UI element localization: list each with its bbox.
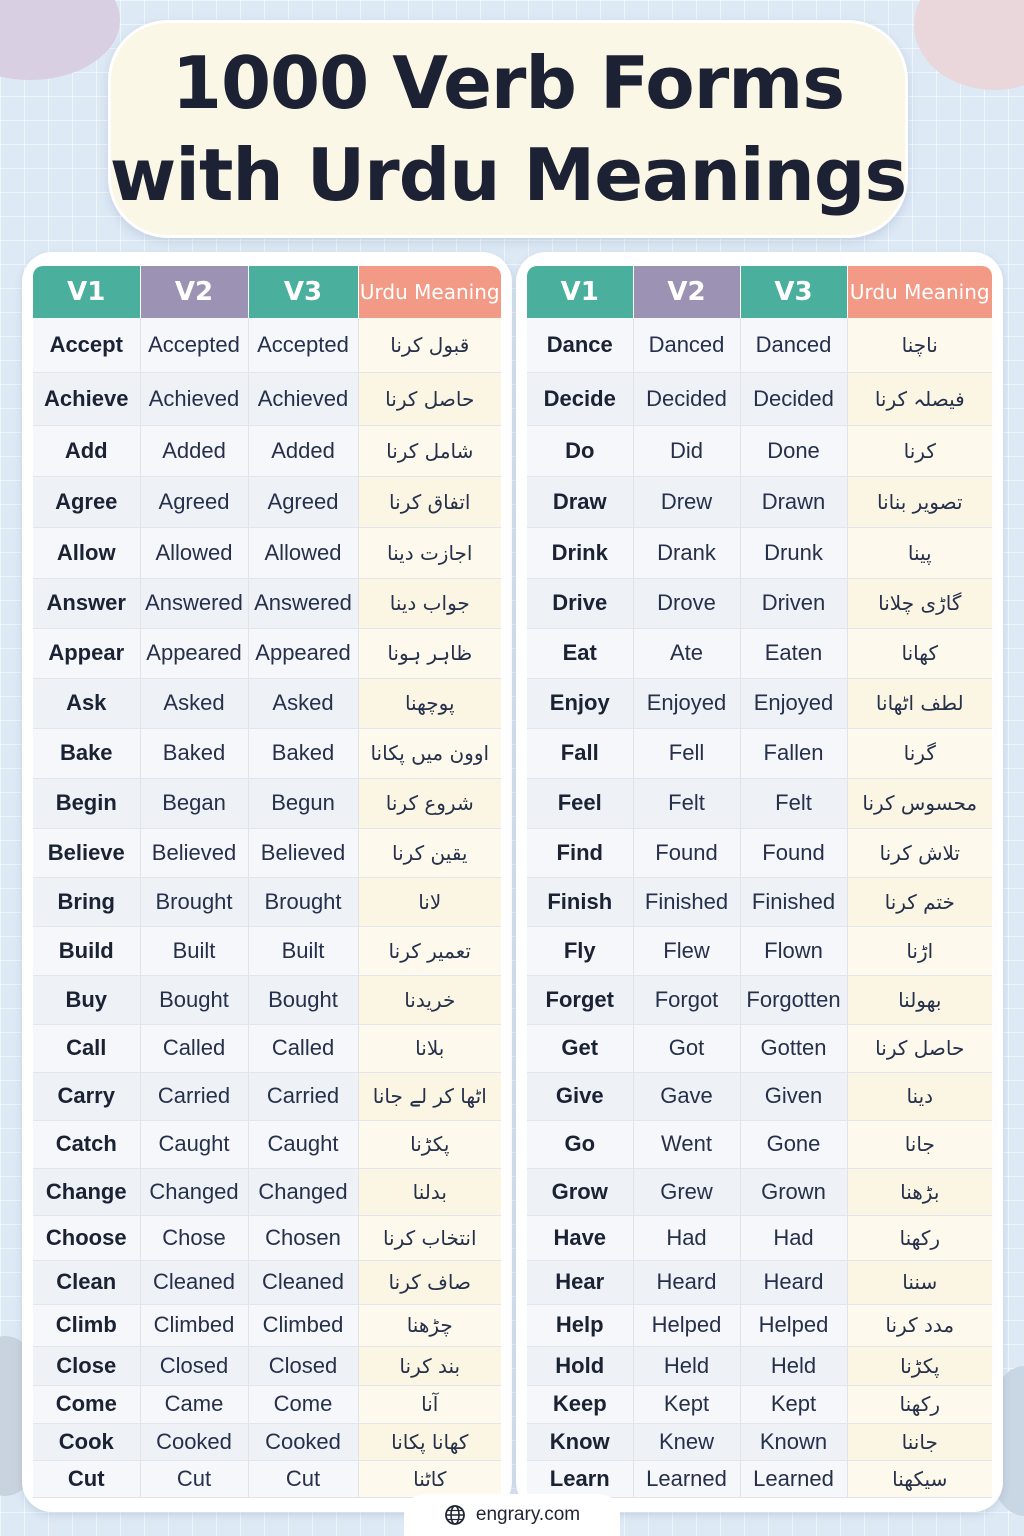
cell-v2: Appeared — [140, 628, 248, 678]
cell-v3: Allowed — [248, 527, 358, 578]
cell-v3: Finished — [740, 877, 847, 926]
cell-urdu-meaning: رکھنا — [847, 1385, 992, 1423]
cell-v1: Answer — [33, 578, 140, 628]
cell-v1: Help — [527, 1304, 633, 1346]
cell-v1: Grow — [527, 1168, 633, 1215]
cell-v2: Chose — [140, 1215, 248, 1260]
cell-v3: Answered — [248, 578, 358, 628]
cell-v3: Appeared — [248, 628, 358, 678]
cell-v1: Fall — [527, 728, 633, 778]
cell-urdu-meaning: جواب دینا — [358, 578, 501, 628]
cell-v1: Dance — [527, 318, 633, 372]
cell-v2: Forgot — [633, 975, 740, 1024]
header-urdu-meaning: Urdu Meaning — [847, 266, 992, 318]
cell-v2: Changed — [140, 1168, 248, 1215]
table-row — [527, 425, 992, 476]
table-row — [527, 1346, 992, 1385]
cell-v3: Come — [248, 1385, 358, 1423]
cell-v2: Got — [633, 1024, 740, 1072]
cell-v2: Climbed — [140, 1304, 248, 1346]
table-row — [33, 578, 501, 628]
cell-v2: Asked — [140, 678, 248, 728]
cell-v3: Decided — [740, 372, 847, 425]
cell-v1: Learn — [527, 1460, 633, 1497]
cell-v3: Felt — [740, 778, 847, 828]
cell-v1: Change — [33, 1168, 140, 1215]
cell-v3: Changed — [248, 1168, 358, 1215]
table-row — [527, 1423, 992, 1460]
cell-v2: Achieved — [140, 372, 248, 425]
table-header-row — [527, 266, 992, 318]
cell-v1: Bring — [33, 877, 140, 926]
cell-urdu-meaning: پکڑنا — [847, 1346, 992, 1385]
cell-v1: Hold — [527, 1346, 633, 1385]
right-verb-panel — [516, 252, 1003, 1512]
cell-v3: Drawn — [740, 476, 847, 527]
cell-v2: Began — [140, 778, 248, 828]
title-banner — [108, 20, 908, 238]
cell-v3: Brought — [248, 877, 358, 926]
table-row — [527, 527, 992, 578]
cell-v2: Ate — [633, 628, 740, 678]
cell-v2: Drank — [633, 527, 740, 578]
cell-v3: Cleaned — [248, 1260, 358, 1304]
cell-urdu-meaning: پکڑنا — [358, 1120, 501, 1168]
table-row — [33, 678, 501, 728]
cell-v2: Accepted — [140, 318, 248, 372]
table-row — [527, 1120, 992, 1168]
table-row — [527, 828, 992, 877]
table-row — [33, 1385, 501, 1423]
right-verb-table — [527, 266, 992, 1498]
cell-urdu-meaning: کاٹنا — [358, 1460, 501, 1497]
cell-v1: Eat — [527, 628, 633, 678]
cell-v3: Chosen — [248, 1215, 358, 1260]
cell-v3: Held — [740, 1346, 847, 1385]
cell-urdu-meaning: بدلنا — [358, 1168, 501, 1215]
cell-v2: Did — [633, 425, 740, 476]
cell-v3: Kept — [740, 1385, 847, 1423]
cell-v3: Cut — [248, 1460, 358, 1497]
cell-urdu-meaning: کھانا — [847, 628, 992, 678]
cell-urdu-meaning: جاننا — [847, 1423, 992, 1460]
cell-v1: Have — [527, 1215, 633, 1260]
cell-v1: Come — [33, 1385, 140, 1423]
cell-v3: Given — [740, 1072, 847, 1120]
table-row — [33, 1260, 501, 1304]
cell-v1: Climb — [33, 1304, 140, 1346]
cell-urdu-meaning: ختم کرنا — [847, 877, 992, 926]
cell-v2: Caught — [140, 1120, 248, 1168]
cell-urdu-meaning: لانا — [358, 877, 501, 926]
cell-urdu-meaning: اٹھا کر لے جانا — [358, 1072, 501, 1120]
cell-urdu-meaning: بڑھنا — [847, 1168, 992, 1215]
cell-urdu-meaning: تلاش کرنا — [847, 828, 992, 877]
cell-v1: Agree — [33, 476, 140, 527]
table-row — [33, 1304, 501, 1346]
cell-v2: Finished — [633, 877, 740, 926]
cell-v3: Gotten — [740, 1024, 847, 1072]
cell-v1: Buy — [33, 975, 140, 1024]
cell-v3: Forgotten — [740, 975, 847, 1024]
table-header-row — [33, 266, 501, 318]
cell-v2: Carried — [140, 1072, 248, 1120]
cell-v2: Held — [633, 1346, 740, 1385]
cell-v1: Call — [33, 1024, 140, 1072]
cell-v3: Learned — [740, 1460, 847, 1497]
cell-v3: Believed — [248, 828, 358, 877]
table-row — [33, 628, 501, 678]
cell-v1: Get — [527, 1024, 633, 1072]
cell-v3: Asked — [248, 678, 358, 728]
cell-v2: Cut — [140, 1460, 248, 1497]
cell-urdu-meaning: فیصلہ کرنا — [847, 372, 992, 425]
cell-urdu-meaning: رکھنا — [847, 1215, 992, 1260]
cell-urdu-meaning: کھانا پکانا — [358, 1423, 501, 1460]
cell-v3: Climbed — [248, 1304, 358, 1346]
cell-v1: Cook — [33, 1423, 140, 1460]
cell-urdu-meaning: بند کرنا — [358, 1346, 501, 1385]
cell-v3: Cooked — [248, 1423, 358, 1460]
footer-site-text: engrary.com — [475, 1504, 581, 1525]
cell-v1: Enjoy — [527, 678, 633, 728]
cell-urdu-meaning: حاصل کرنا — [847, 1024, 992, 1072]
cell-v3: Eaten — [740, 628, 847, 678]
cell-urdu-meaning: اوون میں پکانا — [358, 728, 501, 778]
cell-v1: Do — [527, 425, 633, 476]
table-row — [527, 975, 992, 1024]
table-row — [527, 318, 992, 372]
cell-urdu-meaning: تعمیر کرنا — [358, 926, 501, 975]
cell-v1: Fly — [527, 926, 633, 975]
cell-urdu-meaning: اجازت دینا — [358, 527, 501, 578]
table-row — [33, 1460, 501, 1497]
cell-v2: Built — [140, 926, 248, 975]
cell-urdu-meaning: گرنا — [847, 728, 992, 778]
cell-urdu-meaning: ظاہر ہونا — [358, 628, 501, 678]
table-row — [527, 926, 992, 975]
header-v1: V1 — [33, 266, 140, 318]
table-row — [33, 926, 501, 975]
cell-urdu-meaning: تصویر بنانا — [847, 476, 992, 527]
cell-v2: Cooked — [140, 1423, 248, 1460]
table-row — [527, 1260, 992, 1304]
cell-v1: Begin — [33, 778, 140, 828]
cell-v1: Carry — [33, 1072, 140, 1120]
cell-v2: Kept — [633, 1385, 740, 1423]
table-row — [527, 1168, 992, 1215]
table-row — [527, 678, 992, 728]
cell-v3: Helped — [740, 1304, 847, 1346]
cell-v3: Carried — [248, 1072, 358, 1120]
cell-v2: Agreed — [140, 476, 248, 527]
cell-v3: Danced — [740, 318, 847, 372]
table-row — [527, 1385, 992, 1423]
table-row — [33, 425, 501, 476]
cell-urdu-meaning: حاصل کرنا — [358, 372, 501, 425]
cell-v2: Heard — [633, 1260, 740, 1304]
cell-urdu-meaning: شروع کرنا — [358, 778, 501, 828]
cell-v3: Begun — [248, 778, 358, 828]
cell-v3: Drunk — [740, 527, 847, 578]
cell-v2: Cleaned — [140, 1260, 248, 1304]
cell-v2: Gave — [633, 1072, 740, 1120]
cell-v1: Add — [33, 425, 140, 476]
cell-v1: Know — [527, 1423, 633, 1460]
cell-urdu-meaning: جانا — [847, 1120, 992, 1168]
cell-v1: Achieve — [33, 372, 140, 425]
globe-icon — [444, 1504, 466, 1526]
table-row — [33, 1168, 501, 1215]
header-urdu-meaning: Urdu Meaning — [358, 266, 501, 318]
cell-v1: Drive — [527, 578, 633, 628]
cell-v3: Built — [248, 926, 358, 975]
table-row — [527, 1215, 992, 1260]
cell-v3: Agreed — [248, 476, 358, 527]
cell-urdu-meaning: چڑھنا — [358, 1304, 501, 1346]
cell-v2: Drew — [633, 476, 740, 527]
cell-v2: Drove — [633, 578, 740, 628]
cell-v1: Close — [33, 1346, 140, 1385]
cell-v3: Accepted — [248, 318, 358, 372]
cell-v2: Called — [140, 1024, 248, 1072]
cell-v3: Done — [740, 425, 847, 476]
cell-v2: Knew — [633, 1423, 740, 1460]
left-verb-table — [33, 266, 501, 1498]
table-row — [527, 628, 992, 678]
footer-website[interactable] — [404, 1494, 620, 1536]
cell-v2: Brought — [140, 877, 248, 926]
cell-v1: Draw — [527, 476, 633, 527]
title-line-2: with Urdu Meanings — [109, 133, 907, 217]
cell-v2: Closed — [140, 1346, 248, 1385]
cell-v1: Finish — [527, 877, 633, 926]
header-v1: V1 — [527, 266, 633, 318]
cell-v3: Known — [740, 1423, 847, 1460]
table-row — [527, 1304, 992, 1346]
cell-v3: Gone — [740, 1120, 847, 1168]
cell-urdu-meaning: اتفاق کرنا — [358, 476, 501, 527]
cell-urdu-meaning: اڑنا — [847, 926, 992, 975]
table-row — [33, 778, 501, 828]
cell-urdu-meaning: ناچنا — [847, 318, 992, 372]
cell-v1: Clean — [33, 1260, 140, 1304]
cell-urdu-meaning: شامل کرنا — [358, 425, 501, 476]
cell-urdu-meaning: دینا — [847, 1072, 992, 1120]
cell-v2: Came — [140, 1385, 248, 1423]
cell-v1: Decide — [527, 372, 633, 425]
cell-v3: Flown — [740, 926, 847, 975]
cell-v2: Had — [633, 1215, 740, 1260]
cell-v2: Danced — [633, 318, 740, 372]
table-row — [527, 1460, 992, 1497]
cell-v3: Bought — [248, 975, 358, 1024]
cell-v1: Accept — [33, 318, 140, 372]
cell-v3: Driven — [740, 578, 847, 628]
cell-v2: Answered — [140, 578, 248, 628]
table-row — [33, 828, 501, 877]
table-row — [33, 372, 501, 425]
table-row — [33, 1120, 501, 1168]
header-v3: V3 — [248, 266, 358, 318]
cell-urdu-meaning: مدد کرنا — [847, 1304, 992, 1346]
cell-v1: Find — [527, 828, 633, 877]
table-row — [33, 1024, 501, 1072]
cell-v2: Allowed — [140, 527, 248, 578]
cell-v1: Hear — [527, 1260, 633, 1304]
cell-v2: Believed — [140, 828, 248, 877]
cell-urdu-meaning: یقین کرنا — [358, 828, 501, 877]
table-row — [527, 1024, 992, 1072]
cell-v2: Found — [633, 828, 740, 877]
cell-v1: Bake — [33, 728, 140, 778]
cell-v1: Ask — [33, 678, 140, 728]
cell-urdu-meaning: پینا — [847, 527, 992, 578]
cell-urdu-meaning: پوچھنا — [358, 678, 501, 728]
cell-urdu-meaning: لطف اٹھانا — [847, 678, 992, 728]
table-row — [527, 877, 992, 926]
table-row — [33, 527, 501, 578]
cell-urdu-meaning: خریدنا — [358, 975, 501, 1024]
cell-v1: Allow — [33, 527, 140, 578]
cell-v2: Added — [140, 425, 248, 476]
cell-urdu-meaning: قبول کرنا — [358, 318, 501, 372]
cell-urdu-meaning: سیکھنا — [847, 1460, 992, 1497]
cell-urdu-meaning: بلانا — [358, 1024, 501, 1072]
table-row — [527, 372, 992, 425]
cell-v1: Choose — [33, 1215, 140, 1260]
cell-v1: Go — [527, 1120, 633, 1168]
cell-v3: Called — [248, 1024, 358, 1072]
cell-urdu-meaning: آنا — [358, 1385, 501, 1423]
header-v3: V3 — [740, 266, 847, 318]
header-v2: V2 — [633, 266, 740, 318]
cell-v3: Fallen — [740, 728, 847, 778]
cell-v2: Baked — [140, 728, 248, 778]
cell-v2: Learned — [633, 1460, 740, 1497]
cell-urdu-meaning: کرنا — [847, 425, 992, 476]
table-row — [527, 778, 992, 828]
cell-v1: Feel — [527, 778, 633, 828]
cell-v3: Added — [248, 425, 358, 476]
decorative-cloud — [914, 0, 1024, 90]
cell-v1: Build — [33, 926, 140, 975]
table-row — [33, 728, 501, 778]
cell-v2: Bought — [140, 975, 248, 1024]
table-row — [527, 476, 992, 527]
table-row — [33, 318, 501, 372]
header-v2: V2 — [140, 266, 248, 318]
table-row — [33, 1346, 501, 1385]
cell-v2: Decided — [633, 372, 740, 425]
cell-v1: Keep — [527, 1385, 633, 1423]
title-line-1: 1000 Verb Forms — [171, 41, 845, 125]
cell-v3: Achieved — [248, 372, 358, 425]
table-row — [527, 1072, 992, 1120]
cell-v2: Felt — [633, 778, 740, 828]
cell-v1: Give — [527, 1072, 633, 1120]
table-row — [33, 1215, 501, 1260]
cell-v1: Appear — [33, 628, 140, 678]
cell-v2: Enjoyed — [633, 678, 740, 728]
cell-urdu-meaning: صاف کرنا — [358, 1260, 501, 1304]
cell-v2: Fell — [633, 728, 740, 778]
cell-v3: Baked — [248, 728, 358, 778]
cell-urdu-meaning: گاڑی چلانا — [847, 578, 992, 628]
cell-v1: Forget — [527, 975, 633, 1024]
cell-v3: Enjoyed — [740, 678, 847, 728]
cell-v3: Grown — [740, 1168, 847, 1215]
cell-v3: Closed — [248, 1346, 358, 1385]
left-verb-panel — [22, 252, 512, 1512]
table-row — [33, 1423, 501, 1460]
cell-v3: Caught — [248, 1120, 358, 1168]
cell-urdu-meaning: انتخاب کرنا — [358, 1215, 501, 1260]
cell-v1: Catch — [33, 1120, 140, 1168]
decorative-cloud — [0, 0, 120, 80]
cell-urdu-meaning: بھولنا — [847, 975, 992, 1024]
cell-v2: Went — [633, 1120, 740, 1168]
cell-v2: Flew — [633, 926, 740, 975]
cell-v3: Heard — [740, 1260, 847, 1304]
cell-v1: Believe — [33, 828, 140, 877]
table-row — [33, 1072, 501, 1120]
cell-v1: Cut — [33, 1460, 140, 1497]
cell-v1: Drink — [527, 527, 633, 578]
table-row — [33, 975, 501, 1024]
table-row — [527, 728, 992, 778]
table-row — [527, 578, 992, 628]
cell-urdu-meaning: سننا — [847, 1260, 992, 1304]
cell-v2: Grew — [633, 1168, 740, 1215]
cell-v3: Found — [740, 828, 847, 877]
cell-v2: Helped — [633, 1304, 740, 1346]
cell-urdu-meaning: محسوس کرنا — [847, 778, 992, 828]
table-row — [33, 476, 501, 527]
cell-v3: Had — [740, 1215, 847, 1260]
table-row — [33, 877, 501, 926]
